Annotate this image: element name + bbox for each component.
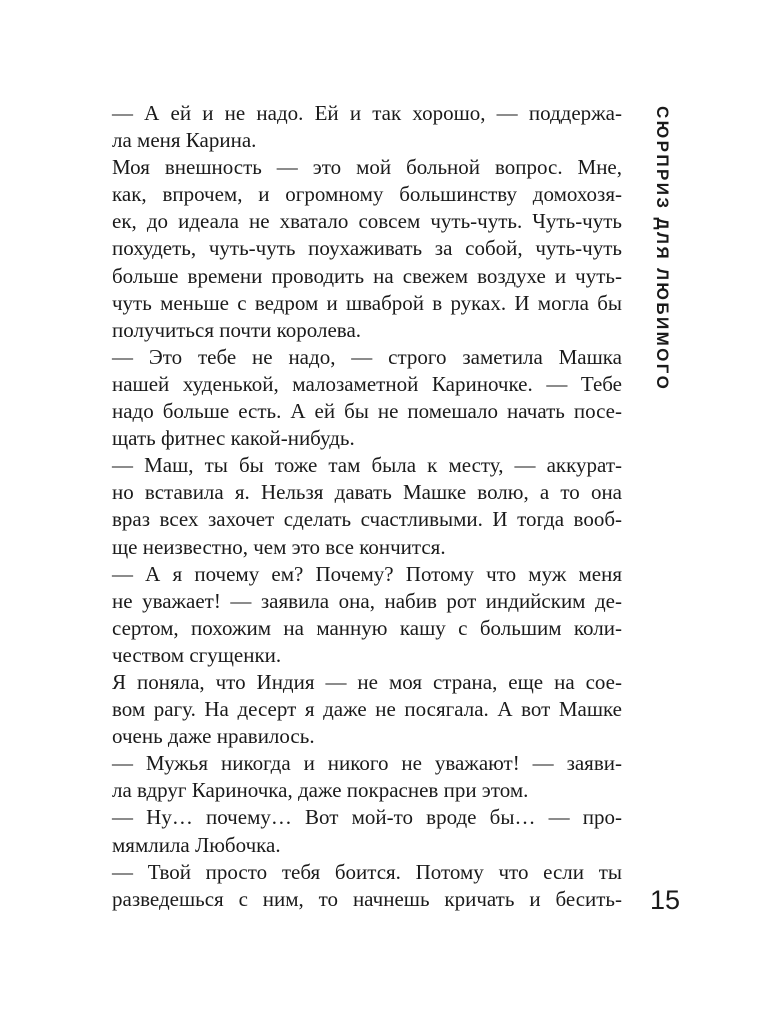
text-line: не уважает! — заявила она, набив рот индийским де-	[112, 588, 622, 613]
text-line: — Это тебе не надо, — строго заметила Машка	[112, 344, 622, 369]
text-line: очень даже нравилось.	[112, 724, 315, 749]
text-line: сертом, похожим на манную кашу с большим коли-	[112, 615, 622, 640]
text-line: мямлила Любочка.	[112, 832, 281, 857]
text-line: больше времени проводить на свежем воздухе и чуть-	[112, 263, 622, 288]
body-text	[112, 100, 622, 913]
page-number: 15	[650, 885, 681, 915]
text-line: получиться почти королева.	[112, 317, 362, 342]
text-line: нашей худенькой, малозаметной Кариночке. — Тебе	[112, 371, 622, 396]
running-head: СЮРПРИЗ ДЛЯ ЛЮБИМОГО	[653, 106, 672, 392]
text-line: — А я почему ем? Почему? Потому что муж меня	[112, 561, 622, 586]
text-line: как, впрочем, и огромному большинству домохозя-	[112, 182, 622, 207]
text-line: враз всех захочет сделать счастливыми. И тогда вооб-	[112, 507, 622, 532]
text-line: — Маш, ты бы тоже там была к месту, — аккурат-	[112, 453, 622, 478]
text-line: чеством сгущенки.	[112, 642, 282, 667]
text-line: — Ну… почему… Вот мой-то вроде бы… — про-	[112, 805, 622, 830]
text-line: разведешься с ним, то начнешь кричать и бесить-	[112, 886, 622, 911]
text-line: но вставила я. Нельзя давать Машке волю, а то она	[112, 480, 622, 505]
text-line: надо больше есть. А ей бы не помешало начать посе-	[112, 399, 622, 424]
text-line: ла вдруг Кариночка, даже покраснев при этом.	[112, 778, 529, 803]
text-line: Моя внешность — это мой больной вопрос. Мне,	[112, 155, 622, 180]
text-line: щать фитнес какой-нибудь.	[112, 426, 355, 451]
text-line: ек, до идеала не хватало совсем чуть-чуть. Чуть-чуть	[112, 209, 622, 234]
text-line: ла меня Карина.	[112, 128, 257, 153]
text-line: — А ей и не надо. Ей и так хорошо, — поддержа-	[112, 101, 622, 125]
text-line: — Твой просто тебя боится. Потому что если ты	[112, 859, 622, 884]
text-line: чуть меньше с ведром и шваброй в руках. И могла бы	[112, 290, 622, 315]
text-line: Я поняла, что Индия — не моя страна, еще на сое-	[112, 669, 622, 694]
text-line: — Мужья никогда и никого не уважают! — заяви-	[112, 751, 622, 776]
text-line: вом рагу. На десерт я даже не посягала. А вот Машке	[112, 697, 622, 722]
text-line: похудеть, чуть-чуть поухаживать за собой, чуть-чуть	[112, 236, 622, 261]
text-line: ще неизвестно, чем это все кончится.	[112, 534, 446, 559]
